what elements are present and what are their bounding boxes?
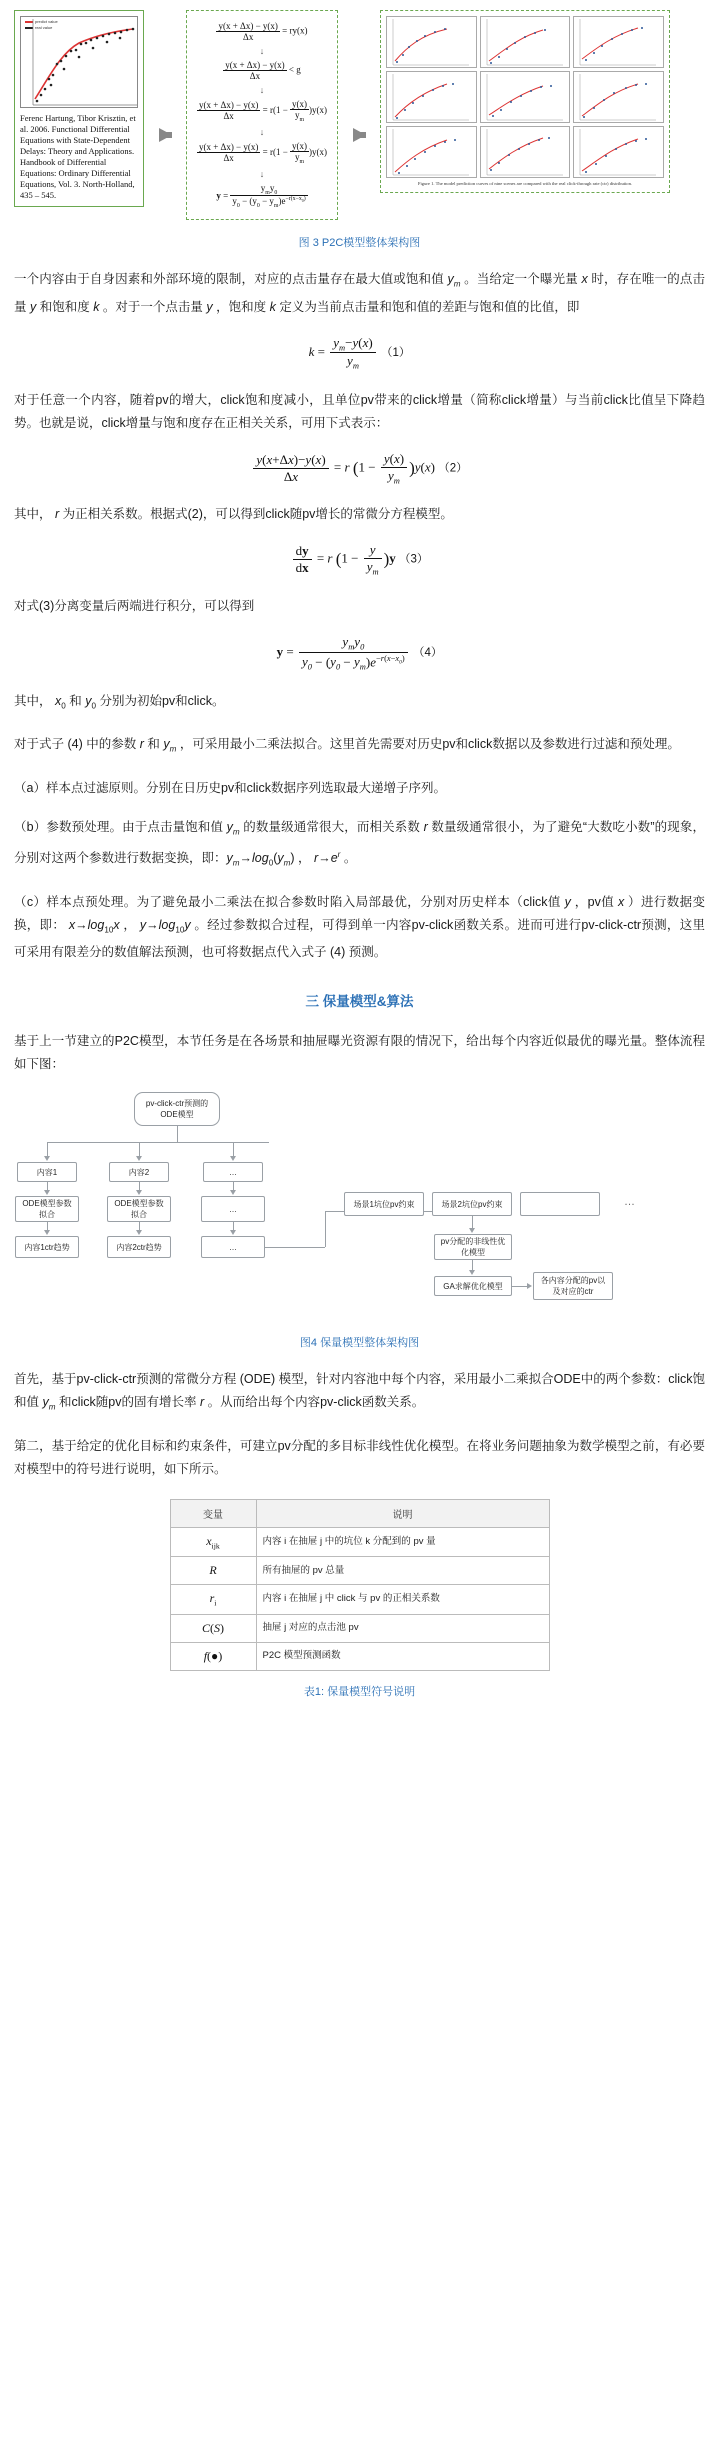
equation-4-tag: （4）	[412, 646, 443, 659]
paragraph-10: 基于上一节建立的P2C模型，本节任务是在各场景和抽屉曝光资源有限的情况下，给出每个内容近似最优的曝光量。整体流程如下图：	[14, 1034, 705, 1072]
equation-1: k = $\frac{y_m-y(x)}{y_m}$ （1）	[308, 334, 411, 371]
table-cell-desc: 内容 i 在抽屉 j 中 click 与 pv 的正相关系数	[256, 1585, 549, 1614]
paragraph-5: 其中， $x_0$ 和 $y_0$ 分别为初始pv和click。	[14, 693, 225, 711]
table1-caption: 表1: 保量模型符号说明	[303, 1685, 416, 1698]
diagram-node-ga: GA求解优化模型	[434, 1276, 512, 1296]
table-row	[170, 1557, 549, 1585]
table-cell-desc: P2C 模型预测函数	[256, 1642, 549, 1670]
figure3-panel-results	[380, 10, 670, 193]
paragraph-4: 对式(3)分离变量后两端进行积分，可以得到	[14, 599, 255, 614]
results-grid	[386, 16, 664, 178]
result-chart	[573, 71, 664, 123]
diagram-node-scene-more	[520, 1192, 600, 1216]
table-cell-desc: 内容 i 在抽屉 j 中的坑位 k 分配到的 pv 量	[256, 1527, 549, 1556]
diagram-node-scene-1: 场景1坑位pv约束	[344, 1192, 424, 1216]
diagram-node-trend-1: 内容1ctr趋势	[15, 1236, 79, 1258]
table-cell-symbol: f(●)	[170, 1642, 256, 1670]
result-chart	[480, 126, 571, 178]
equation-3: $\frac{dy}{dx}$ = r (1 − $\frac{y}{y_m}$ )y （3）	[14, 542, 705, 577]
figure3-equation-stack: $\frac{y(x + \Delta x) - y(x)}{\Delta x}$ = ry(x) ↓ $\frac{y(x + \Delta x) - y(x)}{\Delta x}$ < g ↓ $\frac{y(x + \Delta x) - y(x)}{\Delta x}$ = r(1 − $\frac{y(x)}{y_m}$ )y(x) ↓ $\frac{y(x + \Delta x) - y(x)}{\Delta x}$ = r(1 − $\frac{y(x)}{y_m}$ )y(x) ↓ y = $\frac{y_my_0}{y_0 - (y_0 - y_m)e^{-r(x-x_0)}}$	[198, 21, 328, 210]
diagram-node-fit-more: …	[201, 1196, 265, 1222]
paragraph-8: （b）参数预处理。由于点击量饱和值 $y_m$ 的数量级通常很大，而相关系数 r 数量级通常很小，为了避免“大数吃小数”的现象，分别对这两个参数进行数据变换，即：$y_m\to\log_0(y_m)$ ， $r\to e^r$ 。	[14, 819, 705, 868]
flow-arrow-1	[152, 88, 178, 142]
paragraph-9: （c）样本点预处理。为了避免最小二乘法在拟合参数时陷入局部最优，分别对历史样本（click值 y ，pv值 x ）进行数据变换，即： $x\to\log_{10}x$ ， $y\to\log_{10}y$ 。经过参数拟合过程，可得到单一内容pv-click函数关系。进而可进行pv-click-ctr预测，这里可采用有限差分的数值解法预测，也可将数据点代入式子 (4) 预测。	[14, 894, 705, 960]
paragraph-2: 对于任意一个内容，随着pv的增大，click饱和度减小，且单位pv带来的click增量（简称click增量）与当前click比值呈下降趋势。也就是说，click增量与饱和度存在正相关关系，可用下式表示：	[14, 392, 705, 430]
figure3-caption: 图 3 P2C模型整体架构图	[298, 237, 421, 250]
arrow-right-icon	[159, 128, 172, 142]
result-chart	[573, 16, 664, 68]
flow-arrow-2	[346, 88, 372, 142]
result-chart	[573, 126, 664, 178]
figure3-citation: Ferenc Hartung, Tibor Krisztin, et al. 2006. Functional Differential Equations with State-Dependent Delays: Theory and Applications. Handbook of Differential Equations: Ordinary Differential Equations, Vol. 3. North-Holland, 435 – 545.	[20, 113, 136, 200]
table-cell-symbol: R	[170, 1557, 256, 1585]
table-cell-symbol: $x_{ijk}$	[170, 1527, 256, 1556]
paragraph-11: 首先，基于pv-click-ctr预测的常微分方程 (ODE) 模型，针对内容池中每个内容，采用最小二乘拟合ODE中的两个参数：click饱和值 $y_m$ 和click随pv的固有增长率 r 。从而给出每个内容pv-click函数关系。	[14, 1372, 705, 1412]
table-row	[170, 1642, 549, 1670]
table-cell-symbol: C(S)	[170, 1614, 256, 1642]
result-chart	[480, 71, 571, 123]
equation-2-tag: （2）	[438, 462, 468, 475]
section-title: 三 保量模型&算法	[305, 994, 414, 1010]
diagram-node-content-more: …	[203, 1162, 263, 1182]
paragraph-1: 一个内容由于自身因素和外部环境的限制，对应的点击量存在最大值或饱和值 $y_m$ 。当给定一个曝光量 x 时，存在唯一的点击量 y 和饱和度 k 。对于一个点击量 y ，饱和度 k 定义为当前点击量和饱和值的差距与饱和值的比值，即	[14, 272, 705, 314]
diagram-node-scene-2: 场景2坑位pv约束	[432, 1192, 512, 1216]
equation-4: y = $\frac{y_my_0}{y_0 - (y_0 - y_m)e^{-r(x-x_0)}}$ （4）	[276, 634, 443, 672]
diagram-node-trend-2: 内容2ctr趋势	[107, 1236, 171, 1258]
table-row	[170, 1585, 549, 1614]
table-header-row	[170, 1499, 549, 1527]
paragraph-3: 其中， r 为正相关系数。根据式(2)，可以得到click随pv增长的常微分方程模型。	[14, 507, 453, 522]
diagram-node-trend-more: …	[201, 1236, 265, 1258]
diagram-node-fit-1: ODE模型参数拟合	[15, 1196, 79, 1222]
mini-chart-legend: predict value real value	[25, 19, 58, 31]
result-chart	[386, 16, 477, 68]
result-chart	[480, 16, 571, 68]
symbol-table	[170, 1499, 550, 1671]
table-cell-symbol: $r_i$	[170, 1585, 256, 1614]
figure3-panel-source	[14, 10, 144, 207]
equation-2: $\frac{y(x+\Delta x)-y(x)}{\Delta x}$ = r (1 − $\frac{y(x)}{y_m}$ )y(x) （2）	[14, 451, 705, 486]
figure3-subcaption: Figure 1. The model prediction curves of nine scenes are compared with the real click-through rate (ctr) distribution.	[417, 181, 633, 186]
diagram-node-output: 各内容分配的pv以及对应的ctr	[533, 1272, 613, 1300]
result-chart	[386, 126, 477, 178]
mini-chart-svg	[21, 17, 138, 108]
table1-container	[14, 1499, 705, 1671]
diagram-node-root: pv-click-ctr预测的ODE模型	[134, 1092, 220, 1126]
paragraph-12: 第二，基于给定的优化目标和约束条件，可建立pv分配的多目标非线性优化模型。在将业务问题抽象为数学模型之前，有必要对模型中的符号进行说明，如下所示。	[14, 1438, 705, 1476]
equation-1-tag: （1）	[380, 346, 411, 359]
table-header-variable: 变量	[170, 1499, 256, 1527]
table-cell-desc: 所有抽屉的 pv 总量	[256, 1557, 549, 1585]
table-row	[170, 1527, 549, 1556]
table-row	[170, 1614, 549, 1642]
figure4-diagram: pv-click-ctr预测的ODE模型 内容1 内容2 … ODE模型参数拟合 ODE模型参数拟合 … 内容1ctr趋势 内容2ctr趋势 … 场景1坑位pv约束 场景2坑位pv约束 pv分配的非线性优化模型 GA求解优化模型 各内容分配的pv以及对应的ctr …	[14, 1092, 705, 1320]
table-cell-desc: 抽屉 j 对应的点击池 pv	[256, 1614, 549, 1642]
diagram-node-fit-2: ODE模型参数拟合	[107, 1196, 171, 1222]
paragraph-6: 对于式子 (4) 中的参数 r 和 $y_m$ ，可采用最小二乘法拟合。这里首先需要对历史pv和click数据以及参数进行过滤和预处理。	[14, 737, 680, 754]
paragraph-7: （a）样本点过滤原则。分别在日历史pv和click数据序列选取最大递增子序列。	[14, 780, 446, 795]
mini-scatter-chart	[20, 16, 138, 108]
arrow-right-icon-2	[353, 128, 366, 142]
figure3-container	[0, 0, 719, 220]
table-header-desc: 说明	[256, 1499, 549, 1527]
equation-3-tag: （3）	[399, 553, 429, 566]
diagram-node-content-2: 内容2	[109, 1162, 169, 1182]
figure4-caption: 图4 保量模型整体架构图	[299, 1337, 420, 1350]
article-body	[0, 268, 719, 1698]
diagram-node-optimizer: pv分配的非线性优化模型	[434, 1234, 512, 1260]
result-chart	[386, 71, 477, 123]
figure3-panel-equations	[186, 10, 338, 220]
diagram-node-content-1: 内容1	[17, 1162, 77, 1182]
